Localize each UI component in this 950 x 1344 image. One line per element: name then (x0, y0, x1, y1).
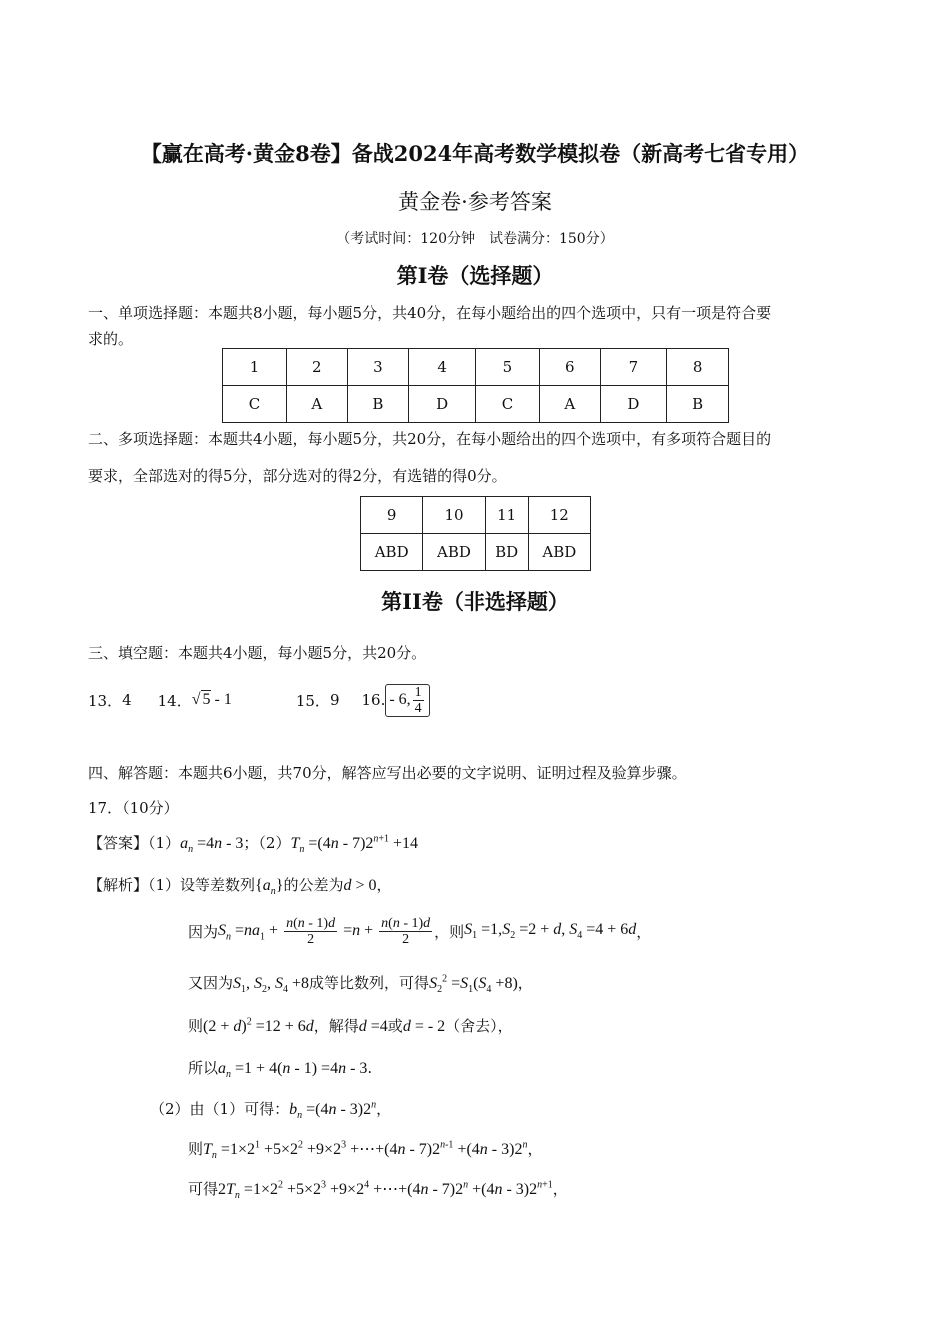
single-choice-answer-table (222, 348, 729, 423)
table-cell: A (286, 386, 347, 423)
part1-heading: 第I卷（选择题） (396, 263, 554, 288)
formula: $(2 + d)^2 =12 + 6d$ (203, 1016, 314, 1035)
analysis-text: （1）设等差数列 (148, 876, 256, 894)
part2-line-1: （2）由（1）可得：$b_n =(4n - 3)2^n$， (150, 1099, 392, 1122)
q16-left: - 6, (389, 690, 411, 708)
formula: $S_1$, $S_2$, $S_4 +8$ (233, 975, 310, 996)
q14-tail: - 1 (210, 691, 232, 708)
table-cell: 11 (485, 497, 528, 534)
table-cell: 2 (286, 349, 347, 386)
table-cell: B (347, 386, 409, 423)
table-cell: 1 (223, 349, 287, 386)
table-cell: 7 (600, 349, 667, 386)
analysis-label: 【解析】 (88, 876, 149, 894)
derivation-text: 或 (387, 1017, 403, 1035)
document-title: 【赢在高考·黄金8卷】备战2024年高考数学模拟卷（新高考七省专用） (140, 141, 810, 166)
derivation-text: 则 (188, 1140, 204, 1158)
answer-row (361, 534, 591, 571)
answer-part2-label: ；（2） (243, 834, 291, 852)
sqrt-radicand: 5 (202, 691, 211, 708)
document-subtitle: 黄金卷·参考答案 (398, 190, 552, 214)
fill-blank-intro: 三、填空题：本题共4小题，每小题5分，共20分。 (88, 644, 427, 662)
table-cell: D (600, 386, 667, 423)
table-cell: 3 (347, 349, 409, 386)
derivation-text: （2）由（1）可得： (150, 1100, 290, 1118)
derivation-text: 又因为 (188, 974, 234, 992)
formula: d = - 2 (402, 1018, 446, 1035)
formula: $2T_n =1\times 2^2 +5\times 2^3 +9\times 2^4$ +⋯+(4n - $7)2^n +(4n - 3)2^{n+1}$ (218, 1179, 553, 1202)
table-cell: ABD (361, 534, 423, 571)
derivation-line-4: 所以$a_n =1 + 4(n - 1) =4n - 3$. (188, 1059, 373, 1081)
derivation-text: 因为 (188, 923, 219, 941)
multi-choice-intro-2: 要求，全部选对的得5分，部分选对的得2分，有选错的得0分。 (88, 467, 507, 485)
table-cell: 8 (667, 349, 729, 386)
table-cell: 12 (528, 497, 590, 534)
table-cell: D (409, 386, 476, 423)
table-cell: BD (485, 534, 528, 571)
formula: $T_n =(4n - 7)2^{n+1} +14$ (290, 833, 419, 856)
answer-part1-label: （1） (148, 834, 181, 852)
formula: $S_2^2 =S_1(S_4 +8)$ (429, 973, 518, 996)
fraction-denominator: 4 (414, 700, 422, 716)
fraction-numerator: 1 (414, 684, 422, 700)
single-choice-intro-1: 一、单项选择题：本题共8小题，每小题5分，共40分，在每小题给出的四个选项中，只有一项是符合要 (88, 304, 772, 322)
table-cell: ABD (528, 534, 590, 571)
derivation-text: ，解得 (313, 1017, 359, 1035)
fill-blank-answers (88, 680, 430, 720)
analysis-text: 的公差为 (283, 876, 344, 894)
derivation-text: ，则 (434, 923, 465, 941)
solutions-intro: 四、解答题：本题共6小题，共70分，解答应写出必要的文字说明、证明过程及验算步骤。 (88, 764, 687, 782)
multi-choice-answer-table (360, 496, 591, 571)
q13-label: 13． (88, 691, 123, 710)
table-cell: 10 (423, 497, 485, 534)
table-cell: 4 (409, 349, 476, 386)
formula: $\{a_n\}$ (255, 877, 284, 898)
derivation-text: 所以 (188, 1059, 219, 1077)
q14-label: 14． (157, 691, 192, 710)
single-choice-intro-2: 求的。 (88, 330, 134, 348)
q17-answer-line (88, 832, 418, 855)
derivation-line-1: 因为 $S_n =na_1$ + $\frac{n(n - 1)d}{2}$ =n + $\frac{n(n - 1)d}{2}$ ，则 $S_1 =1,S_2 =2 + d$, $S_4 =4 + 6d$ ， (188, 916, 652, 947)
derivation-text: 成等比数列，可得 (309, 974, 430, 992)
q16-label: 16. (361, 691, 386, 709)
part2-heading: 第II卷（非选择题） (381, 589, 569, 614)
formula: $b_n =(4n - 3)2^n$ (289, 1099, 377, 1122)
table-cell: A (539, 386, 600, 423)
table-cell: 9 (361, 497, 423, 534)
exam-info: （考试时间：120分钟 试卷满分：150分） (336, 231, 614, 247)
derivation-text: （舍去）， (445, 1017, 513, 1035)
formula: d > 0 (343, 877, 377, 894)
table-cell: B (667, 386, 729, 423)
derivation-line-3 (188, 1015, 513, 1036)
q16-interval (385, 684, 429, 717)
part2-line-3: 可得$2T_n =1\times 2^2 +5\times 2^3 +9\times 2^4$ +⋯+(4n - $7)2^n +(4n - 3)2^{n+1}$， (188, 1179, 568, 1202)
formula: d =4 (358, 1018, 388, 1035)
table-cell: 5 (475, 349, 539, 386)
q15-label: 15． (295, 691, 330, 710)
question-number-row (223, 349, 729, 386)
table-cell: ABD (423, 534, 485, 571)
answer-row (223, 386, 729, 423)
fraction (413, 685, 424, 716)
table-cell: C (475, 386, 539, 423)
table-cell: 6 (539, 349, 600, 386)
q15-answer: 9 (329, 691, 340, 709)
question-number-row (361, 497, 591, 534)
part2-line-2: 则$T_n =1\times 2^1 +5\times 2^2 +9\times 2^3$ +⋯+(4n - $7)2^{n-1} +(4n - 3)2^n$， (188, 1139, 543, 1162)
derivation-text: 可得 (188, 1180, 219, 1198)
q17-analysis-line: 【解析】（1）设等差数列$\{a_n\}$的公差为d > 0， (88, 876, 392, 898)
formula: $S_n =na_1$ + $\frac{n(n - 1)d}{2}$ =n + $\frac{n(n - 1)d}{2}$ (218, 916, 431, 947)
formula: $T_n =1\times 2^1 +5\times 2^2 +9\times 2^3$ +⋯+(4n - $7)2^{n-1} +(4n - 3)2^n$ (203, 1139, 528, 1162)
formula: $a_n =4n - 3$ (180, 835, 244, 856)
formula: $a_n =1 + 4(n - 1) =4n - 3$ (218, 1060, 368, 1081)
multi-choice-intro-1: 二、多项选择题：本题共4小题，每小题5分，共20分，在每小题给出的四个选项中，有多项符合题目的 (88, 430, 772, 448)
answer-label: 【答案】 (88, 834, 149, 852)
derivation-line-2: 又因为$S_1$, $S_2$, $S_4 +8$成等比数列，可得$S_2^2 =S_1(S_4 +8)$， (188, 973, 533, 996)
q17-header: 17．（10分） (88, 799, 179, 817)
formula: $S_1 =1,S_2 =2 + d$, $S_4 =4 + 6d$ (464, 921, 637, 942)
q14-answer: √ 5 - 1 (191, 691, 232, 708)
table-cell: C (223, 386, 287, 423)
derivation-text: 则 (188, 1017, 204, 1035)
q13-answer: 4 (122, 691, 132, 709)
